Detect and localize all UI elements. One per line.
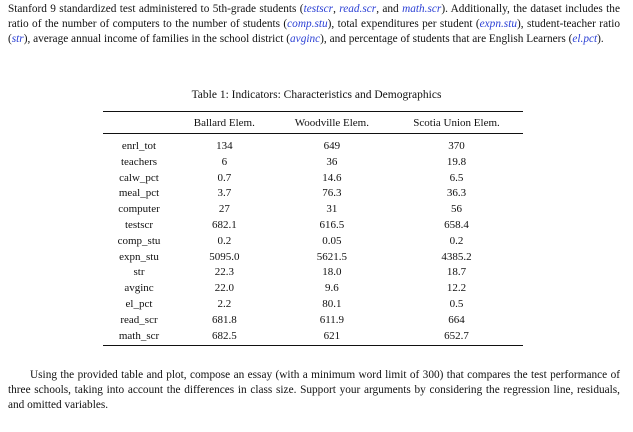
table-row — [103, 186, 523, 202]
essay-prompt-text: Using the provided table and plot, compose an essay (with a minimum word limit of 300) that compares the test performance of three schools, taking into account the differences in class size. Support your arguments by considering the regression line, residuals, and omitted variables. — [8, 369, 620, 411]
table-cell: 6.5 — [449, 171, 464, 184]
table-cell: 31 — [326, 203, 338, 216]
table-cell: 5621.5 — [316, 250, 347, 263]
table-header-blank — [103, 112, 175, 134]
essay-prompt — [8, 368, 620, 413]
table-column-header: Ballard Elem. — [175, 112, 274, 134]
variable-read-scr: read.scr — [339, 3, 377, 15]
table-cell: 0.7 — [217, 171, 232, 184]
row-label: math_scr — [103, 329, 175, 346]
table-header-row — [103, 112, 523, 134]
intro-text: Stanford 9 standardized test administered to 5th-grade students ( — [8, 3, 304, 15]
row-label: el_pct — [125, 297, 153, 310]
intro-text: ). — [597, 33, 604, 45]
table-row — [103, 134, 523, 155]
row-label: computer — [118, 203, 160, 216]
table-cell: 19.8 — [446, 155, 467, 168]
variable-comp-stu: comp.stu — [287, 18, 328, 30]
table-cell: 14.6 — [322, 171, 342, 184]
table-cell: 649 — [323, 140, 341, 152]
table-cell: 0.05 — [322, 234, 342, 247]
table-cell: 0.2 — [217, 234, 232, 247]
table-cell: 611.9 — [319, 313, 345, 326]
table-cell: 681.8 — [211, 313, 237, 326]
table-cell: 36.3 — [446, 187, 467, 200]
table-row — [103, 155, 523, 171]
variable-testscr: testscr — [303, 3, 334, 15]
variable-math-scr: math.scr — [402, 3, 442, 15]
table-row — [103, 250, 523, 266]
table-cell: 56 — [451, 203, 463, 216]
table-row — [103, 234, 523, 250]
table-cell: 22.0 — [214, 282, 234, 295]
table-cell: 5095.0 — [209, 250, 240, 263]
indicators-table — [103, 111, 523, 346]
intro-text: ). Additionally, the dataset includes the ratio of the number of computers to the number of students ( — [8, 3, 620, 30]
row-label: read_scr — [120, 313, 158, 326]
table-cell: 0.5 — [449, 297, 464, 310]
table-cell: 4385.2 — [441, 250, 472, 263]
table-row — [103, 281, 523, 297]
intro-text: , and — [376, 3, 403, 15]
table-cell: 76.3 — [322, 187, 342, 200]
intro-text: ), average annual income of families in the school district ( — [23, 33, 291, 45]
intro-text: ), student-teacher ratio ( — [8, 18, 621, 45]
variable-str: str — [11, 33, 24, 45]
table-cell: 616.5 — [319, 218, 345, 231]
table-cell: 2.2 — [217, 297, 232, 310]
row-label: meal_pct — [118, 187, 160, 200]
table-row — [103, 218, 523, 234]
table-row — [103, 297, 523, 313]
variable-expn-stu: expn.stu — [479, 18, 517, 30]
table-cell: 621 — [274, 329, 390, 346]
table-row — [103, 313, 523, 329]
table-cell: 27 — [218, 203, 230, 216]
intro-paragraph — [8, 2, 620, 47]
table-row — [103, 202, 523, 218]
table-column-header: Scotia Union Elem. — [390, 112, 523, 134]
table-cell: 18.7 — [446, 266, 467, 279]
row-label: enrl_tot — [121, 140, 157, 152]
table-cell: 9.6 — [324, 282, 339, 295]
row-label: str — [133, 266, 145, 279]
table-cell: 6 — [221, 155, 228, 168]
table-cell: 682.5 — [175, 329, 274, 346]
table-cell: 18.0 — [322, 266, 342, 279]
table-cell: 682.1 — [211, 218, 237, 231]
row-label: comp_stu — [117, 234, 161, 247]
table-cell: 0.2 — [449, 234, 464, 247]
row-label: avginc — [124, 282, 154, 295]
row-label: expn_stu — [119, 250, 159, 263]
row-label: calw_pct — [119, 171, 159, 184]
table-cell: 664 — [448, 313, 465, 326]
table-row — [103, 265, 523, 281]
table-cell: 12.2 — [446, 282, 467, 295]
table-cell: 36 — [326, 155, 338, 168]
intro-text: ), total expenditures per student ( — [327, 18, 480, 30]
table-row — [103, 329, 523, 346]
intro-text: , — [333, 3, 340, 15]
table-cell: 22.3 — [214, 266, 234, 279]
intro-text: ), and percentage of students that are English Learners ( — [320, 33, 573, 45]
variable-el-pct: el.pct — [572, 33, 598, 45]
table-cell: 652.7 — [390, 329, 523, 346]
table-cell: 658.4 — [444, 218, 469, 231]
table-body — [103, 134, 523, 346]
table-cell: 3.7 — [217, 187, 232, 200]
table-cell: 370 — [448, 140, 465, 152]
variable-avginc: avginc — [290, 33, 321, 45]
row-label: teachers — [120, 155, 158, 168]
table-row — [103, 171, 523, 187]
table-cell: 134 — [216, 140, 233, 152]
table-cell: 80.1 — [322, 297, 342, 310]
table-caption: Table 1: Indicators: Characteristics and Demographics — [191, 89, 442, 101]
row-label: testscr — [124, 218, 154, 231]
table-column-header: Woodville Elem. — [274, 112, 390, 134]
